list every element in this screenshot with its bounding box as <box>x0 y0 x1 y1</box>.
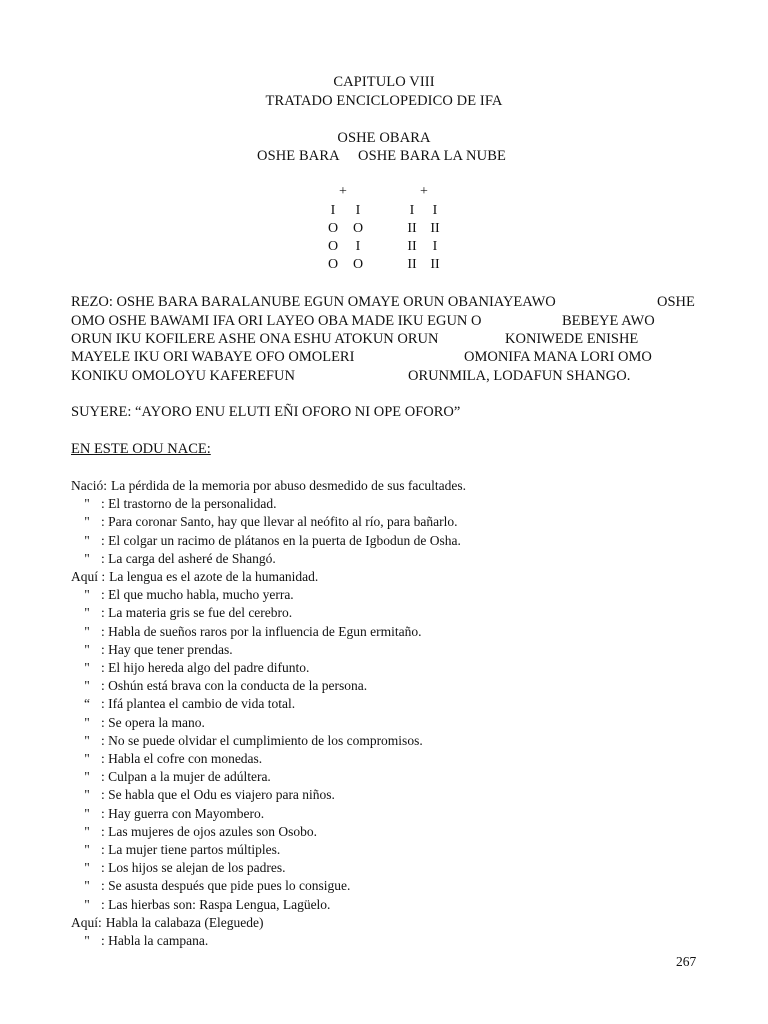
list-item-prefix: " <box>84 641 90 657</box>
list-item-prefix: " <box>84 678 90 694</box>
list-item-prefix: " <box>84 805 90 821</box>
list-item-text: : Se opera la mano. <box>101 714 205 730</box>
list-item-text: : El que mucho habla, mucho yerra. <box>101 587 294 603</box>
list-item <box>71 678 367 694</box>
list-item-text: : Ifá plantea el cambio de vida total. <box>101 696 296 712</box>
odu-alt-name-2: OSHE BARA LA NUBE <box>358 148 506 164</box>
sign-mark: I <box>330 203 336 218</box>
list-item-text: : No se puede olvidar el cumplimiento de los compromisos. <box>101 732 423 748</box>
sign-plus-left: + <box>339 184 347 199</box>
list-item-text: La lengua es el azote de la humanidad. <box>109 569 319 584</box>
odu-name: OSHE OBARA <box>337 130 431 146</box>
list-item-prefix: " <box>84 550 90 566</box>
sign-mark: II <box>407 239 417 254</box>
list-item-text: : Habla de sueños raros por la influencia de Egun ermitaño. <box>101 623 422 639</box>
list-item <box>71 715 205 731</box>
sign-mark: I <box>432 203 438 218</box>
list-item-text: : Hay que tener prendas. <box>101 641 233 657</box>
list-item-text: : Oshún está brava con la conducta de la persona. <box>101 678 368 694</box>
list-item <box>71 860 285 876</box>
list-item-text: : Culpan a la mujer de adúltera. <box>101 769 271 785</box>
list-item-prefix: " <box>84 660 90 675</box>
rezo-line-tail: KONIWEDE ENISHE <box>505 331 639 347</box>
list-item <box>71 514 457 530</box>
list-item <box>71 878 350 894</box>
list-item <box>71 569 318 585</box>
list-item <box>71 897 330 913</box>
list-item-prefix: " <box>84 514 90 530</box>
list-item-text: : Habla la campana. <box>101 933 209 948</box>
list-item-text: : Las mujeres de ojos azules son Osobo. <box>101 823 317 839</box>
list-item-prefix: " <box>84 769 90 785</box>
list-item-text: : Los hijos se alejan de los padres. <box>101 860 286 876</box>
list-item-prefix: " <box>84 751 90 766</box>
list-item <box>71 806 264 822</box>
list-item <box>71 642 233 658</box>
list-item <box>71 842 280 858</box>
list-item <box>71 533 461 549</box>
list-item <box>71 660 309 676</box>
list-item-prefix: " <box>84 623 90 639</box>
section-heading: EN ESTE ODU NACE: <box>71 441 211 457</box>
sign-mark: O <box>352 221 364 236</box>
list-item <box>71 787 335 803</box>
list-item-text: : Se asusta después que pide pues lo consigue. <box>101 878 351 894</box>
list-item-text: : Habla el cofre con monedas. <box>101 751 263 766</box>
list-item <box>71 605 292 621</box>
rezo-line: ORUN IKU KOFILERE ASHE ONA ESHU ATOKUN ORUN <box>71 331 439 347</box>
list-item <box>71 733 423 749</box>
list-item <box>71 933 208 949</box>
rezo-line: MAYELE IKU ORI WABAYE OFO OMOLERI <box>71 349 355 365</box>
sign-mark: I <box>355 239 361 254</box>
list-item-text: : El hijo hereda algo del padre difunto. <box>101 660 310 675</box>
list-item-prefix: " <box>84 896 90 912</box>
sign-mark: I <box>355 203 361 218</box>
list-item-prefix: " <box>84 933 90 948</box>
list-item-text: : Para coronar Santo, hay que llevar al neófito al río, para bañarlo. <box>101 514 458 530</box>
list-item <box>71 551 276 567</box>
list-item-prefix: " <box>84 823 90 839</box>
list-item-prefix: " <box>84 732 90 748</box>
list-item-prefix: " <box>84 878 90 894</box>
list-item <box>71 624 422 640</box>
list-item-text: : El colgar un racimo de plátanos en la puerta de Igbodun de Osha. <box>101 532 461 548</box>
rezo-line: OMO OSHE BAWAMI IFA ORI LAYEO OBA MADE IKU EGUN O <box>71 313 482 329</box>
rezo-line: KONIKU OMOLOYU KAFEREFUN <box>71 368 295 384</box>
list-item-prefix: " <box>84 532 90 548</box>
rezo-line: REZO: OSHE BARA BARALANUBE EGUN OMAYE ORUN OBANIAYEAWO <box>71 294 556 310</box>
list-item <box>71 824 317 840</box>
list-item-text: : Se habla que el Odu es viajero para niños. <box>101 787 335 803</box>
list-item <box>71 478 466 494</box>
sign-mark: O <box>327 221 339 236</box>
list-item-prefix: “ <box>84 696 90 712</box>
list-item-text: : Hay guerra con Mayombero. <box>101 805 265 821</box>
sign-mark: II <box>430 257 440 272</box>
list-item-prefix: Nació: <box>71 478 107 493</box>
rezo-line-tail: OMONIFA MANA LORI OMO <box>464 349 652 365</box>
list-item-prefix: " <box>84 605 90 621</box>
list-item-prefix: " <box>84 587 90 603</box>
sign-mark: I <box>409 203 415 218</box>
list-item-text: : La carga del asheré de Shangó. <box>101 550 276 566</box>
sign-mark: O <box>352 257 364 272</box>
list-item <box>71 587 294 603</box>
list-item-prefix: " <box>84 496 90 512</box>
sign-mark: II <box>430 221 440 236</box>
list-item <box>71 496 276 512</box>
list-item <box>71 696 295 712</box>
suyere: SUYERE: “AYORO ENU ELUTI EÑI OFORO NI OPE OFORO” <box>71 404 461 420</box>
sign-mark: O <box>327 257 339 272</box>
sign-mark: II <box>407 257 417 272</box>
sign-mark: II <box>407 221 417 236</box>
chapter-title: CAPITULO VIII <box>333 74 435 90</box>
list-item-prefix: " <box>84 842 90 857</box>
list-item <box>71 769 271 785</box>
page-number: 267 <box>676 954 697 969</box>
rezo-line-tail: ORUNMILA, LODAFUN SHANGO. <box>408 368 631 384</box>
list-item-text: La pérdida de la memoria por abuso desmedido de sus facultades. <box>111 478 467 493</box>
list-item-prefix: Aquí: <box>71 914 102 930</box>
rezo-line-tail: BEBEYE AWO <box>562 313 655 329</box>
sign-mark: I <box>432 239 438 254</box>
list-item-text: : El trastorno de la personalidad. <box>101 496 277 512</box>
list-item-text: Habla la calabaza (Eleguede) <box>105 914 264 930</box>
rezo-line-tail: OSHE <box>657 294 695 310</box>
list-item-prefix: Aquí : <box>71 569 106 584</box>
list-item <box>71 751 262 767</box>
list-item <box>71 915 264 931</box>
list-item-text: : Las hierbas son: Raspa Lengua, Lagüelo. <box>101 896 331 912</box>
odu-alt-name-1: OSHE BARA <box>257 148 340 164</box>
sign-plus-right: + <box>420 184 428 199</box>
book-title: TRATADO ENCICLOPEDICO DE IFA <box>265 93 503 109</box>
list-item-prefix: " <box>84 787 90 803</box>
list-item-text: : La mujer tiene partos múltiples. <box>101 842 281 857</box>
list-item-prefix: " <box>84 714 90 730</box>
list-item-prefix: " <box>84 860 90 876</box>
list-item-text: : La materia gris se fue del cerebro. <box>101 605 293 621</box>
sign-mark: O <box>327 239 339 254</box>
